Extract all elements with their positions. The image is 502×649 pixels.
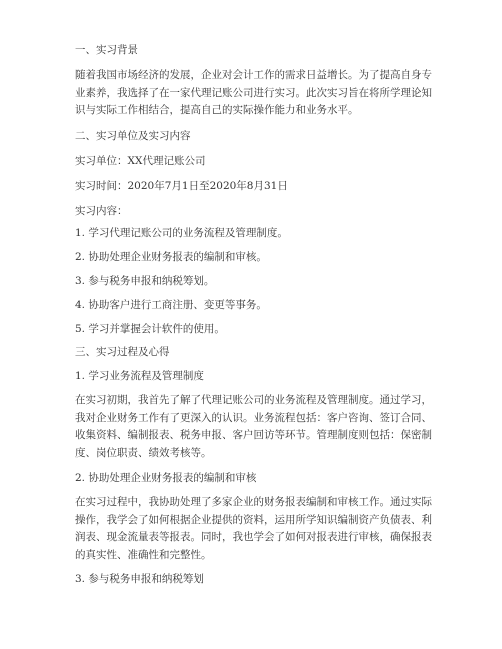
list-item: 5. 学习并掌握会计软件的使用。 bbox=[75, 323, 225, 335]
subheading-business-process: 1. 学习业务流程及管理制度 bbox=[75, 370, 204, 382]
section-heading-background: 一、实习背景 bbox=[75, 44, 138, 56]
background-paragraph: 随着我国市场经济的发展，企业对会计工作的需求日益增长。为了提高自身专业素养，我选择了在一家代理记账公司进行实习。此次实习旨在将所学理论知识与实际工作相结合，提高自己的实际操作能力和业务水平。 bbox=[75, 69, 432, 116]
section-heading-unit-content: 二、实习单位及实习内容 bbox=[75, 130, 191, 142]
list-item: 4. 协助客户进行工商注册、变更等事务。 bbox=[75, 299, 267, 311]
subheading-tax-declaration: 3. 参与税务申报和纳税筹划 bbox=[75, 573, 204, 585]
internship-unit: 实习单位：XX代理记账公司 bbox=[75, 155, 206, 167]
subheading-financial-statements: 2. 协助处理企业财务报表的编制和审核 bbox=[75, 472, 257, 484]
section-heading-process: 三、实习过程及心得 bbox=[75, 346, 170, 358]
financial-statements-paragraph: 在实习过程中，我协助处理了多家企业的财务报表编制和审核工作。通过实际操作，我学会了如何根据企业提供的资料，运用所学知识编制资产负债表、利润表、现金流量表等报表。同时，我也学会了如何对报表进行审核，确保报表的真实性、准确性和完整性。 bbox=[75, 496, 432, 561]
list-item: 3. 参与税务申报和纳税筹划。 bbox=[75, 275, 215, 287]
internship-content-label: 实习内容： bbox=[75, 205, 128, 217]
list-item: 2. 协助处理企业财务报表的编制和审核。 bbox=[75, 251, 267, 263]
list-item: 1. 学习代理记账公司的业务流程及管理制度。 bbox=[75, 227, 288, 239]
business-process-paragraph: 在实习初期，我首先了解了代理记账公司的业务流程及管理制度。通过学习，我对企业财务工作有了更深入的认识。业务流程包括：客户咨询、签订合同、收集资料、编制报表、税务申报、客户回访等环节。管理制度则包括：保密制度、岗位职责、绩效考核等。 bbox=[75, 394, 432, 459]
internship-time: 实习时间：2020年7月1日至2020年8月31日 bbox=[75, 180, 288, 192]
